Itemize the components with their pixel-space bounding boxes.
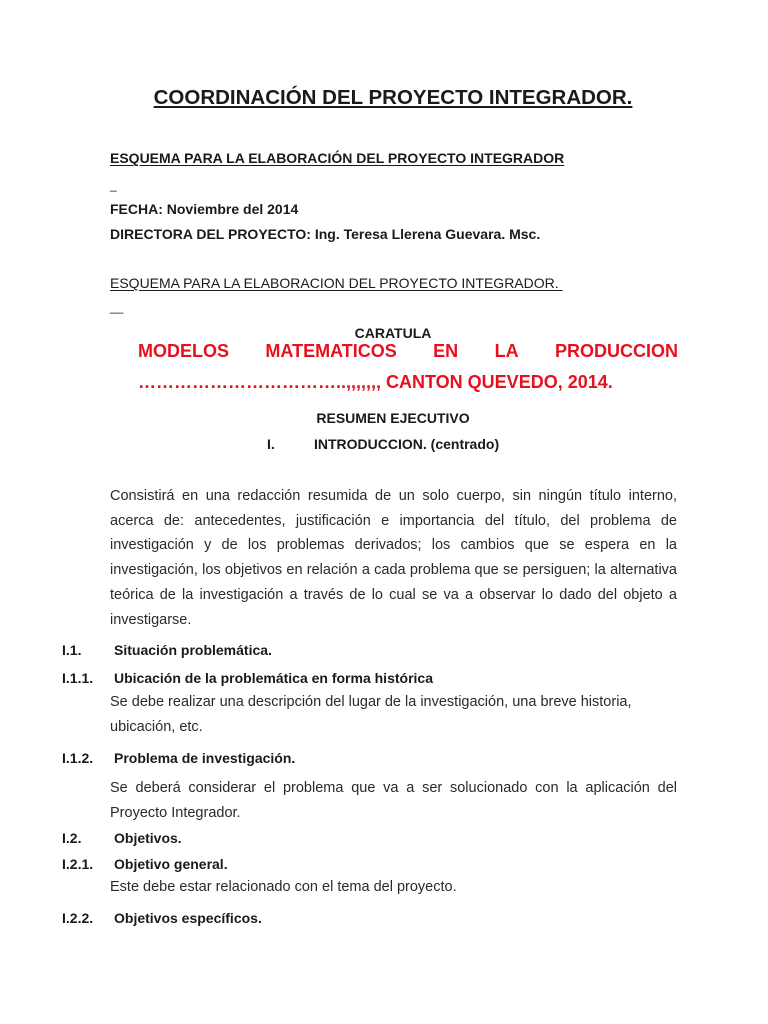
red-word: EN bbox=[433, 341, 459, 361]
section-number: I.1.2. bbox=[62, 750, 94, 766]
intro-paragraph: Consistirá en una redacción resumida de un solo cuerpo, sin ningún título interno, acerca de: antecedentes, justificación e importancia del título, del problema de investigación y de los problemas derivados; los cambios que se espera en la investigación, los objetivos en relación a cada problema que se persiguen; la alternativa teórica de la investigación a través de lo cual se va a observar lo dado del objeto a investigarse. bbox=[110, 488, 677, 628]
introduction-heading bbox=[0, 436, 768, 456]
executive-summary-heading: RESUMEN EJECUTIVO bbox=[316, 410, 470, 426]
red-subtitle-line: ……………………………..,,,,,,, CANTON QUEVEDO, 2014. bbox=[138, 372, 613, 392]
intro-number: I. bbox=[267, 436, 275, 452]
underscore-mark-2: __ bbox=[110, 300, 124, 314]
section-number: I.2. bbox=[62, 830, 82, 846]
section-number: I.1.1. bbox=[62, 670, 94, 686]
red-title-line bbox=[138, 341, 678, 362]
scheme-heading: ESQUEMA PARA LA ELABORACIÓN DEL PROYECTO INTEGRADOR bbox=[110, 150, 565, 166]
section-title: Objetivos específicos. bbox=[114, 910, 262, 926]
section-title: Problema de investigación. bbox=[114, 750, 296, 766]
red-word: LA bbox=[494, 341, 519, 361]
section-number: I.2.2. bbox=[62, 910, 94, 926]
section-title: Objetivos. bbox=[114, 830, 182, 846]
body-text: Este debe estar relacionado con el tema del proyecto. bbox=[110, 879, 457, 895]
red-word: MODELOS bbox=[138, 341, 230, 361]
section-title: Objetivo general. bbox=[114, 856, 228, 872]
red-word: PRODUCCION bbox=[554, 341, 678, 361]
section-title: Situación problemática. bbox=[114, 642, 272, 658]
intro-text: INTRODUCCION. (centrado) bbox=[314, 436, 500, 452]
section-title: Ubicación de la problemática en forma histórica bbox=[114, 670, 433, 686]
caratula-label: CARATULA bbox=[354, 325, 432, 341]
director-line: DIRECTORA DEL PROYECTO: Ing. Teresa Llerena Guevara. Msc. bbox=[110, 226, 541, 242]
document-title: COORDINACIÓN DEL PROYECTO INTEGRADOR. bbox=[153, 86, 633, 109]
problem-paragraph: Se deberá considerar el problema que va a ser solucionado con la aplicación del Proyecto Integrador. bbox=[110, 780, 677, 821]
body-text: ubicación, etc. bbox=[110, 719, 203, 735]
scheme-heading-2 bbox=[110, 275, 563, 291]
section-number: I.2.1. bbox=[62, 856, 94, 872]
body-text: Se debe realizar una descripción del lugar de la investigación, una breve historia, bbox=[110, 694, 632, 710]
red-word: MATEMATICOS bbox=[265, 341, 397, 361]
underscore-mark: _ bbox=[110, 178, 117, 192]
scheme-heading-2-text: ESQUEMA PARA LA ELABORACION DEL PROYECTO INTEGRADOR. bbox=[110, 275, 563, 291]
section-number: I.1. bbox=[62, 642, 82, 658]
date-line: FECHA: Noviembre del 2014 bbox=[110, 201, 299, 217]
